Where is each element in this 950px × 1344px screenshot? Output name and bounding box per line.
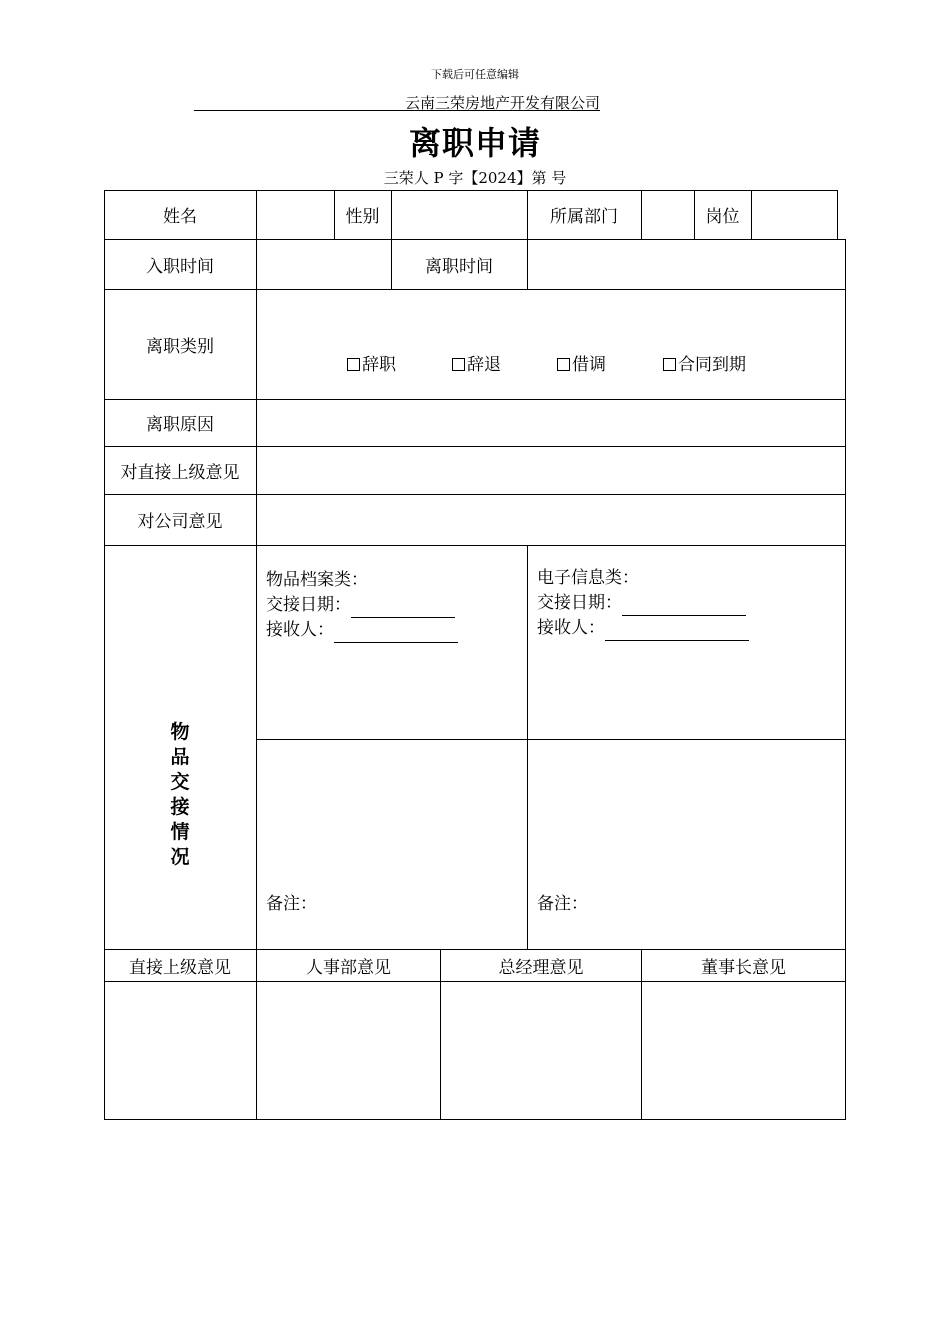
company-opinion-label: 对公司意见: [137, 512, 223, 532]
option-contract-end[interactable]: 合同到期: [663, 353, 746, 378]
approval-supervisor-field[interactable]: [105, 982, 256, 1119]
electronic-title: 电子信息类：: [537, 568, 639, 588]
table-line: [104, 1119, 846, 1120]
approval-hr-label: 人事部意见: [306, 957, 391, 978]
gender-label: 性别: [345, 207, 380, 227]
checkbox-icon[interactable]: [557, 358, 570, 371]
electronic-section: [537, 566, 749, 641]
approval-supervisor-label: 直接上级意见: [129, 957, 231, 978]
remark-left: 备注：: [266, 894, 317, 914]
reason-label: 离职原因: [146, 415, 214, 435]
electronic-date-label: 交接日期：: [537, 593, 622, 613]
company-opinion-field[interactable]: [257, 494, 845, 545]
supervisor-opinion-label: 对直接上级意见: [120, 462, 240, 483]
company-underline: [194, 110, 600, 111]
archives-date-blank[interactable]: [351, 599, 455, 618]
table-line: [837, 190, 838, 240]
table-line: [845, 239, 846, 1120]
leave-date-label: 离职时间: [425, 256, 493, 277]
archives-receiver-blank[interactable]: [334, 624, 458, 643]
gender-field[interactable]: [392, 190, 527, 239]
leave-date-field[interactable]: [528, 239, 845, 289]
approval-gm-field[interactable]: [441, 982, 641, 1119]
archives-receiver-label: 接收人：: [266, 620, 334, 640]
checkbox-icon[interactable]: [347, 358, 360, 371]
electronic-date-blank[interactable]: [622, 597, 746, 616]
option-resign[interactable]: 辞职: [347, 353, 452, 378]
archives-date-label: 交接日期：: [266, 595, 351, 615]
remark-right: 备注：: [537, 894, 588, 914]
handover-label: 物 品 交 接 情 况: [170, 721, 190, 868]
approval-hr-field[interactable]: [257, 982, 440, 1119]
electronic-receiver-label: 接收人：: [537, 618, 605, 638]
approval-gm-label: 总经理意见: [498, 957, 584, 978]
entry-date-field[interactable]: [257, 239, 391, 289]
electronic-receiver-blank[interactable]: [605, 622, 749, 641]
table-line: [527, 545, 528, 950]
position-field[interactable]: [752, 190, 837, 239]
company-name: 云南三荣房地产开发有限公司: [404, 94, 600, 112]
approval-chairman-label: 董事长意见: [701, 957, 786, 978]
approval-chairman-field[interactable]: [642, 982, 845, 1119]
document-number: 三荣人 P 字【2024】第 号: [383, 169, 567, 187]
position-label: 岗位: [705, 207, 740, 227]
page-title: 离职申请: [408, 124, 541, 162]
table-line: [256, 739, 846, 740]
archives-title: 物品档案类：: [266, 570, 368, 590]
department-label: 所属部门: [550, 207, 618, 227]
option-secondment[interactable]: 借调: [557, 353, 663, 378]
department-field[interactable]: [642, 190, 694, 239]
option-dismiss[interactable]: 辞退: [452, 353, 557, 378]
table-line: [104, 545, 846, 546]
entry-date-label: 入职时间: [146, 256, 214, 277]
supervisor-opinion-field[interactable]: [257, 446, 845, 494]
reason-field[interactable]: [257, 399, 845, 446]
category-label: 离职类别: [146, 336, 214, 357]
download-note: 下载后可任意编辑: [431, 68, 519, 81]
checkbox-icon[interactable]: [663, 358, 676, 371]
name-label: 姓名: [163, 207, 197, 227]
checkbox-icon[interactable]: [452, 358, 465, 371]
name-field[interactable]: [257, 190, 334, 239]
archives-section: [266, 568, 458, 643]
category-options: [347, 353, 746, 378]
